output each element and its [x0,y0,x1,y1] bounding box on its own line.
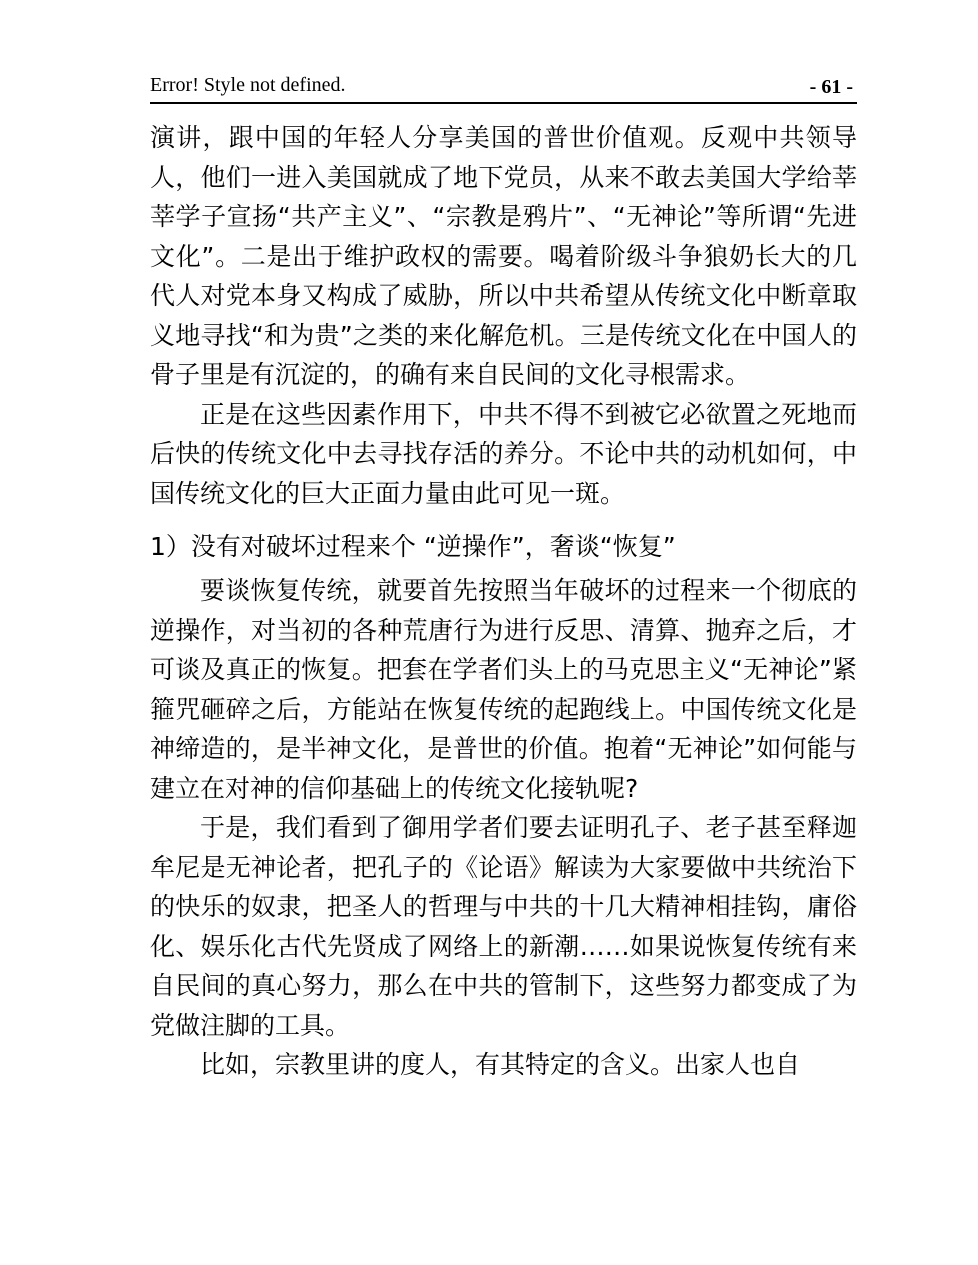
paragraph: 于是，我们看到了御用学者们要去证明孔子、老子甚至释迦牟尼是无神论者，把孔子的《论语》解读为大家要做中共统治下的快乐的奴隶，把圣人的哲理与中共的十几大精神相挂钩，庸俗化、娱乐化古代先贤成了网络上的新潮……如果说恢复传统有来自民间的真心努力，那么在中共的管制下，这些努力都变成了为党做注脚的工具。 [150,813,857,1040]
paragraph: 要谈恢复传统，就要首先按照当年破坏的过程来一个彻底的逆操作，对当初的各种荒唐行为进行反思、清算、抛弃之后，才可谈及真正的恢复。把套在学者们头上的马克思主义“无神论”紧箍咒砸碎之后，方能站在恢复传统的起跑线上。中国传统文化是神缔造的，是半神文化，是普世的价值。抱着“无神论”如何能与建立在对神的信仰基础上的传统文化接轨呢? [150,576,857,803]
paragraph: 正是在这些因素作用下，中共不得不到被它必欲置之死地而后快的传统文化中去寻找存活的养分。不论中共的动机如何，中国传统文化的巨大正面力量由此可见一斑。 [150,399,857,508]
running-header [150,70,857,104]
paragraph: 演讲，跟中国的年轻人分享美国的普世价值观。反观中共领导人，他们一进入美国就成了地下党员，从来不敢去美国大学给莘莘学子宣扬“共产主义”、“宗教是鸦片”、“无神论”等所谓“先进文化”。二是出于维护政权的需要。喝着阶级斗争狼奶长大的几代人对党本身又构成了威胁，所以中共希望从传统文化中断章取义地寻找“和为贵”之类的来化解危机。三是传统文化在中国人的骨子里是有沉淀的，的确有来自民间的文化寻根需求。 [150,123,857,389]
document-page [150,70,857,1085]
paragraph: 比如，宗教里讲的度人，有其特定的含义。出家人也自 [200,1050,801,1079]
header-title: Error! Style not defined. [150,74,346,96]
page-number: - 61 - [809,76,853,98]
body-text [150,118,857,1085]
section-heading: 1）没有对破坏过程来个 “逆操作”，奢谈“恢复” [150,532,676,561]
